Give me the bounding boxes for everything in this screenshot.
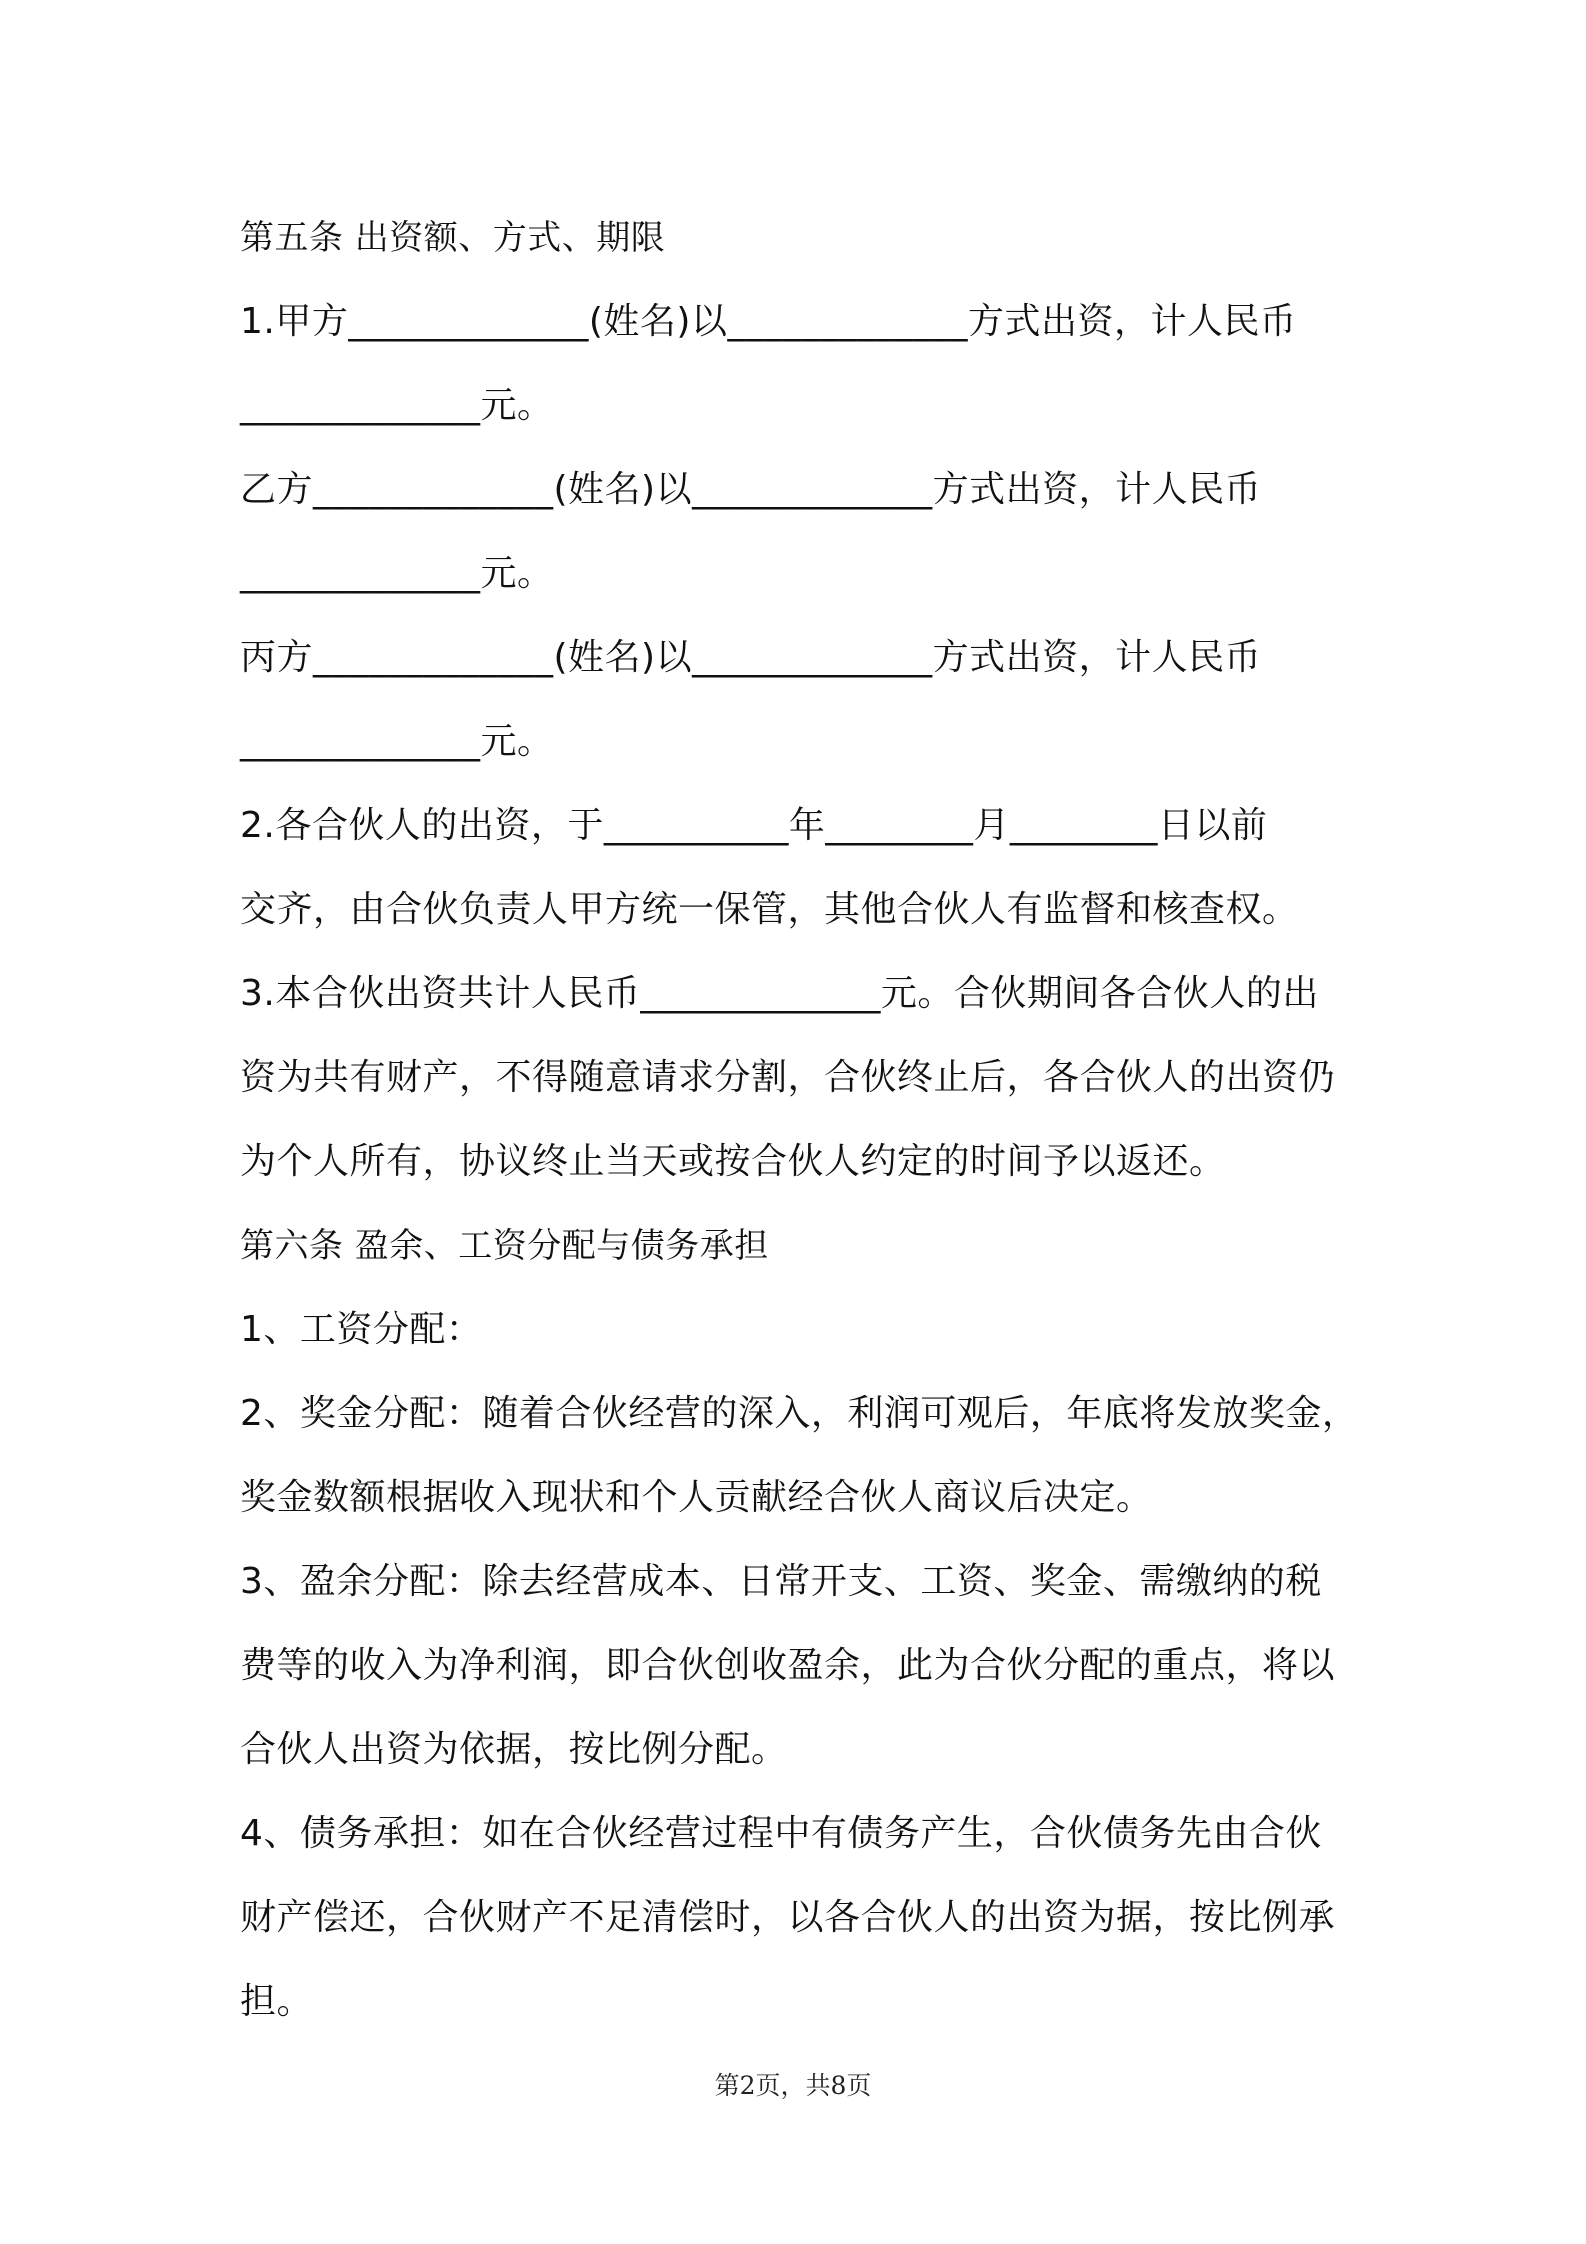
page-number-footer: 第2页，共8页 xyxy=(714,2071,872,2100)
paragraph-line: 1.甲方_____________(姓名)以_____________方式出资，计人民币 xyxy=(240,301,1297,342)
paragraph-line: 为个人所有，协议终止当天或按合伙人约定的时间予以返还。 xyxy=(240,1141,1226,1182)
paragraph-line: 合伙人出资为依据，按比例分配。 xyxy=(240,1729,788,1770)
paragraph-line: 2.各合伙人的出资，于__________年________月________日以前 xyxy=(240,805,1268,846)
paragraph-line: 4、债务承担：如在合伙经营过程中有债务产生，合伙债务先由合伙 xyxy=(240,1813,1322,1854)
article-5-heading: 第五条 出资额、方式、期限 xyxy=(240,218,666,258)
paragraph-line: 3.本合伙出资共计人民币_____________元。合伙期间各合伙人的出 xyxy=(240,973,1319,1014)
paragraph-line: 奖金数额根据收入现状和个人贡献经合伙人商议后决定。 xyxy=(240,1477,1153,1518)
paragraph-line: 丙方_____________(姓名)以_____________方式出资，计人民币 xyxy=(240,637,1262,678)
paragraph-line: 资为共有财产，不得随意请求分割，合伙终止后，各合伙人的出资仍 xyxy=(240,1057,1336,1098)
paragraph-line: _____________元。 xyxy=(240,553,554,594)
paragraph-line: _____________元。 xyxy=(240,721,554,762)
paragraph-line: 3、盈余分配：除去经营成本、日常开支、工资、奖金、需缴纳的税 xyxy=(240,1561,1322,1602)
document-body xyxy=(240,196,1360,2044)
paragraph-line: 财产偿还，合伙财产不足清偿时，以各合伙人的出资为据，按比例承 xyxy=(240,1897,1336,1938)
paragraph-line: 担。 xyxy=(240,1981,314,2022)
paragraph-line: 交齐，由合伙负责人甲方统一保管，其他合伙人有监督和核查权。 xyxy=(240,889,1299,930)
paragraph-line: 乙方_____________(姓名)以_____________方式出资，计人民币 xyxy=(240,469,1262,510)
paragraph-line: 2、奖金分配：随着合伙经营的深入，利润可观后，年底将发放奖金， xyxy=(240,1393,1359,1434)
paragraph-line: 费等的收入为净利润，即合伙创收盈余，此为合伙分配的重点，将以 xyxy=(240,1645,1336,1686)
paragraph-line: _____________元。 xyxy=(240,385,554,426)
article-6-heading: 第六条 盈余、工资分配与债务承担 xyxy=(240,1226,769,1266)
paragraph-line: 1、工资分配： xyxy=(240,1309,483,1350)
